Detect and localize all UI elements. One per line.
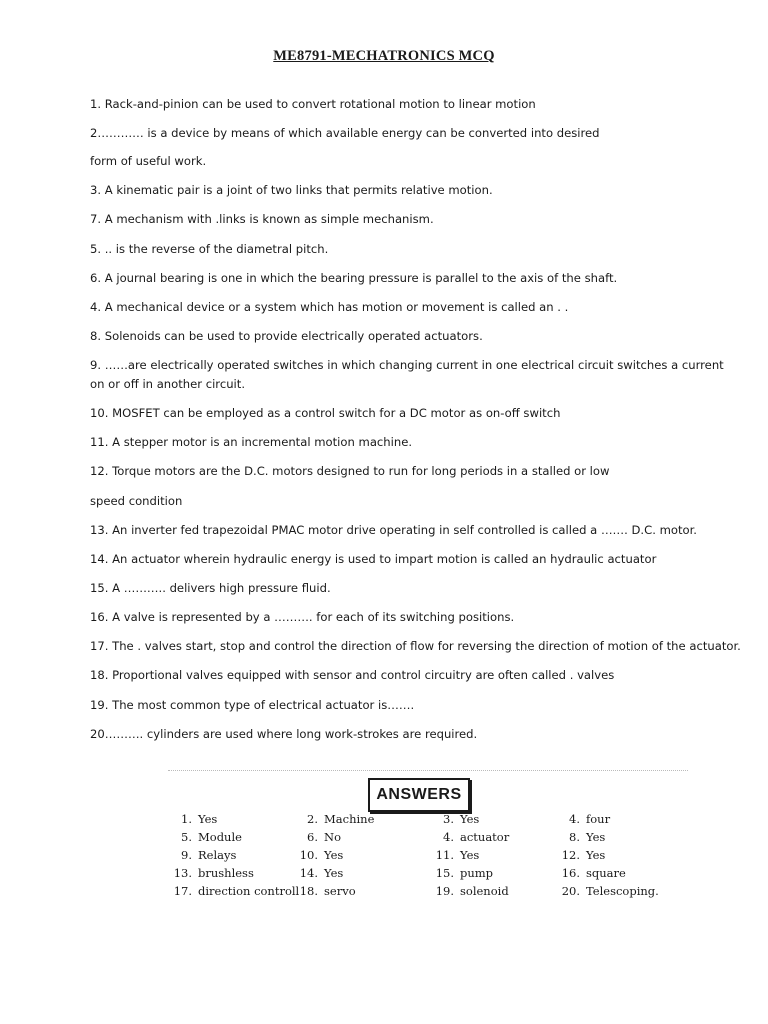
answer-value: Yes: [324, 866, 344, 880]
answer-item: [168, 848, 236, 862]
answers-row: [168, 830, 688, 848]
answer-item: [294, 812, 374, 826]
question-3: 3. A kinematic pair is a joint of two links that permits relative motion.: [90, 183, 493, 197]
answer-item: [556, 884, 659, 898]
question-17: 17. The . valves start, stop and control the direction of flow for reversing the direction of motion of the actuator.: [90, 639, 741, 653]
question-4: 4. A mechanical device or a system which has motion or movement is called an . .: [90, 300, 569, 314]
answer-item: [168, 812, 217, 826]
answer-number: 13.: [173, 866, 192, 880]
answers-section: [168, 764, 688, 914]
question-18: 18. Proportional valves equipped with sensor and control circuitry are often called . valves: [90, 668, 615, 682]
answer-item: [168, 884, 299, 898]
answer-number: 18.: [299, 884, 318, 898]
answer-item: [556, 830, 605, 844]
answer-number: 15.: [435, 866, 454, 880]
question-2: 2………… is a device by means of which available energy can be converted into desired: [90, 126, 600, 140]
answer-value: Telescoping.: [586, 884, 659, 898]
answer-value: Machine: [324, 812, 375, 826]
answer-item: [556, 812, 610, 826]
answer-value: Yes: [460, 848, 480, 862]
question-16: 16. A valve is represented by a ………. for each of its switching positions.: [90, 610, 515, 624]
answer-number: 16.: [561, 866, 580, 880]
answers-row: [168, 812, 688, 830]
answer-item: [294, 866, 343, 880]
answer-value: Yes: [586, 830, 606, 844]
answers-row: [168, 884, 688, 902]
answer-number: 2.: [307, 812, 318, 826]
answer-number: 9.: [181, 848, 192, 862]
answer-value: Yes: [586, 848, 606, 862]
answer-number: 1.: [181, 812, 192, 826]
answer-value: Module: [198, 830, 242, 844]
answer-item: [556, 848, 605, 862]
answer-item: [168, 866, 254, 880]
answers-heading: ANSWERS: [368, 778, 470, 812]
scan-artifact-line: [168, 770, 688, 773]
question-13: 13. An inverter fed trapezoidal PMAC motor drive operating in self controlled is called a ……. D.C. motor.: [90, 523, 697, 537]
answers-row: [168, 848, 688, 866]
answer-number: 10.: [299, 848, 318, 862]
answer-value: Yes: [198, 812, 218, 826]
answer-item: [430, 884, 509, 898]
answer-item: [430, 830, 509, 844]
answer-item: [430, 812, 479, 826]
answer-number: 12.: [561, 848, 580, 862]
answer-item: [168, 830, 242, 844]
answer-number: 4.: [569, 812, 580, 826]
answer-value: actuator: [460, 830, 510, 844]
question-11: 11. A stepper motor is an incremental motion machine.: [90, 435, 413, 449]
question-7: 7. A mechanism with .links is known as simple mechanism.: [90, 212, 434, 226]
answers-grid: [168, 812, 688, 902]
answer-value: pump: [460, 866, 494, 880]
answer-number: 11.: [435, 848, 454, 862]
answer-value: Relays: [198, 848, 237, 862]
answer-item: [430, 866, 493, 880]
answer-item: [294, 830, 341, 844]
question-6: 6. A journal bearing is one in which the bearing pressure is parallel to the axis of the shaft.: [90, 271, 618, 285]
answer-value: four: [586, 812, 611, 826]
answer-value: servo: [324, 884, 356, 898]
answer-number: 20.: [561, 884, 580, 898]
question-2-continued: form of useful work.: [90, 154, 207, 168]
answer-item: [430, 848, 479, 862]
question-5: 5. .. is the reverse of the diametral pitch.: [90, 242, 329, 256]
answers-row: [168, 866, 688, 884]
question-8: 8. Solenoids can be used to provide electrically operated actuators.: [90, 329, 483, 343]
answer-item: [294, 848, 343, 862]
question-9: 9. ……are electrically operated switches in which changing current in one electrical circuit switches a current on or off in another circuit.: [90, 358, 724, 391]
answer-value: solenoid: [460, 884, 509, 898]
question-20: 20………. cylinders are used where long work-strokes are required.: [90, 727, 478, 741]
answer-number: 3.: [443, 812, 454, 826]
answer-value: square: [586, 866, 626, 880]
answer-number: 6.: [307, 830, 318, 844]
question-12: 12. Torque motors are the D.C. motors designed to run for long periods in a stalled or low: [90, 464, 610, 478]
answer-value: brushless: [198, 866, 254, 880]
answer-number: 8.: [569, 830, 580, 844]
question-14: 14. An actuator wherein hydraulic energy is used to impart motion is called an hydraulic actuator: [90, 552, 657, 566]
answer-number: 4.: [443, 830, 454, 844]
question-12-continued: speed condition: [90, 494, 183, 508]
page-title: ME8791-MECHATRONICS MCQ: [273, 48, 495, 64]
answer-number: 19.: [435, 884, 454, 898]
answer-value: Yes: [460, 812, 480, 826]
question-19: 19. The most common type of electrical actuator is…….: [90, 698, 415, 712]
answer-value: direction controll: [198, 884, 300, 898]
question-15: 15. A ……….. delivers high pressure fluid.: [90, 581, 331, 595]
answer-item: [556, 866, 626, 880]
answer-value: No: [324, 830, 341, 844]
answer-number: 5.: [181, 830, 192, 844]
question-1: 1. Rack-and-pinion can be used to convert rotational motion to linear motion: [90, 97, 536, 111]
question-10: 10. MOSFET can be employed as a control switch for a DC motor as on-off switch: [90, 406, 561, 420]
answer-item: [294, 884, 356, 898]
answer-value: Yes: [324, 848, 344, 862]
answer-number: 17.: [173, 884, 192, 898]
answer-number: 14.: [299, 866, 318, 880]
